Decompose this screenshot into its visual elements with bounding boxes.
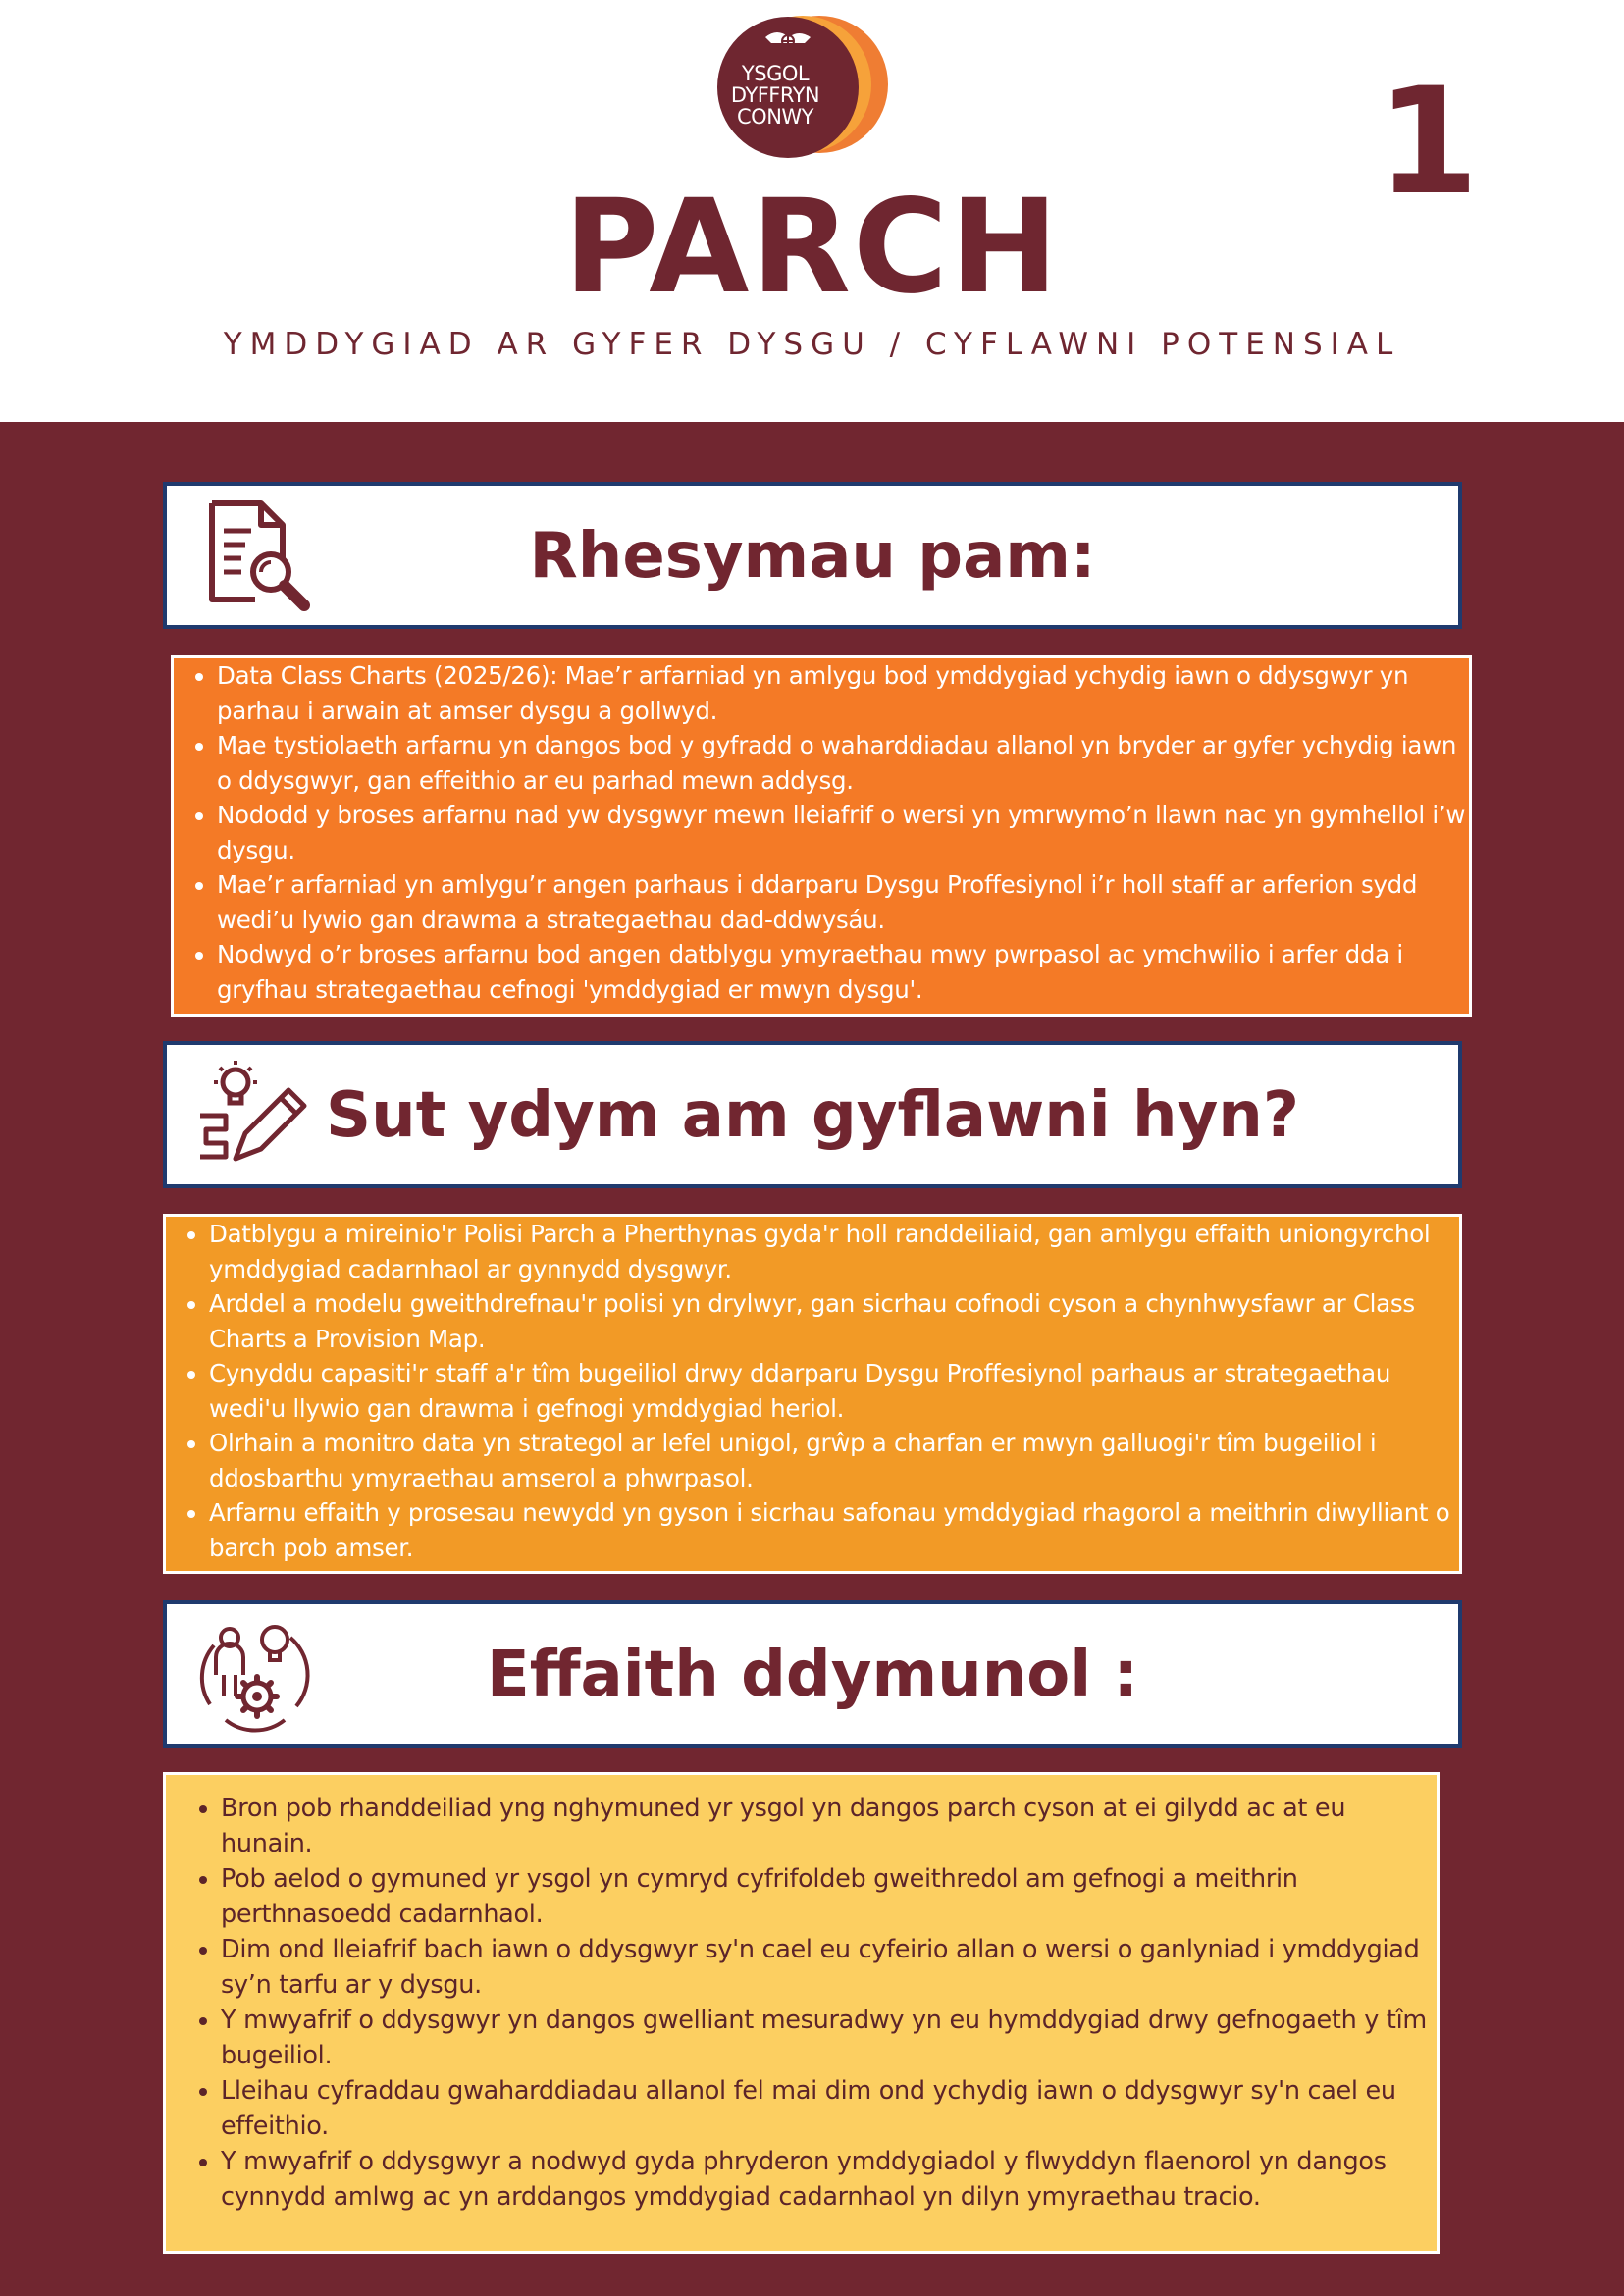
logo-line-1: YSGOL [741,62,810,85]
how-list-box [163,1214,1462,1574]
list-item: • Nodwyd o’r broses arfarnu bod angen datblygu ymyraethau mwy pwrpasol ac ymchwilio i arfer dda i gryfhau strategaethau cefnogi 'ymddygiad er mwyn dysgu'. [217,937,1467,1007]
list-item: • Olrhain a monitro data yn strategol ar lefel unigol, grŵp a charfan er mwyn galluogi'r tîm bugeiliol i ddosbarthu ymyraethau amserol a phwrpasol. [209,1426,1459,1495]
reasons-list-box [171,655,1472,1017]
page-title: PARCH [563,172,1061,323]
list-item: • Bron pob rhanddeiliad yng nghymuned yr ysgol yn dangos parch cyson at ei gilydd ac at eu hunain. [221,1791,1437,1861]
list-item: • Nododd y broses arfarnu nad yw dysgwyr mewn lleiafrif o wersi yn ymrwymo’n llawn nac yn gymhellol i’w dysgu. [217,798,1467,867]
section-heading-text: Rhesymau pam: [529,520,1096,593]
list-item: • Lleihau cyfraddau gwaharddiadau allanol fel mai dim ond ychydig iawn o ddysgwyr sy'n cael eu effeithio. [221,2073,1437,2144]
list-item: • Dim ond lleiafrif bach iawn o ddysgwyr sy'n cael eu cyfeirio allan o wersi o ganlyniad i ymddygiad sy’n tarfu ar y dysgu. [221,1932,1437,2003]
section-heading-how [163,1041,1462,1188]
list-item: • Pob aelod o gymuned yr ysgol yn cymryd cyfrifoldeb gweithredol am gefnogi a meithrin perthnasoedd cadarnhaol. [221,1861,1437,1932]
logo-line-3: CONWY [737,105,813,129]
impact-list [166,1791,1437,2215]
how-list [166,1217,1459,1565]
list-item: • Y mwyafrif o ddysgwyr a nodwyd gyda phryderon ymddygiadol y flwyddyn flaenorol yn dangos cynnydd amlwg ac yn arddangos ymddygiad cadarnhaol yn dilyn ymyraethau tracio. [221,2144,1437,2215]
section-heading-reasons [163,482,1462,629]
reasons-list [174,658,1467,1007]
list-item: • Mae tystiolaeth arfarnu yn dangos bod y gyfradd o waharddiadau allanol yn bryder ar gyfer ychydig iawn o ddysgwyr, gan effeithio ar eu parhad mewn addysg. [217,728,1467,798]
page-header [0,0,1624,422]
page-number: 1 [1376,57,1480,228]
list-item: • Mae’r arfarniad yn amlygu’r angen parhaus i ddarparu Dysgu Proffesiynol i’r holl staff ar arferion sydd wedi’u lywio gan drawma a strategaethau dad-ddwysáu. [217,867,1467,937]
list-item: • Data Class Charts (2025/26): Mae’r arfarniad yn amlygu bod ymddygiad ychydig iawn o ddysgwyr yn parhau i arwain at amser dysgu a gollwyd. [217,658,1467,728]
list-item: • Datblygu a mireinio'r Polisi Parch a Pherthynas gyda'r holl randdeiliaid, gan amlygu effaith uniongyrchol ymddygiad cadarnhaol ar gynnydd dysgwyr. [209,1217,1459,1286]
logo-line-2: DYFFRYN [730,83,820,107]
impact-list-box [163,1772,1440,2254]
list-item: • Cynyddu capasiti'r staff a'r tîm bugeiliol drwy ddarparu Dysgu Proffesiynol parhaus ar strategaethau wedi'u llywio gan drawma i gefnogi ymddygiad heriol. [209,1356,1459,1426]
section-heading-impact [163,1600,1462,1748]
section-heading-text: Sut ydym am gyflawni hyn? [326,1079,1299,1152]
list-item: • Y mwyafrif o ddysgwyr yn dangos gwelliant mesuradwy yn eu hymddygiad drwy gefnogaeth y tîm bugeiliol. [221,2003,1437,2073]
section-heading-text: Effaith ddymunol : [486,1639,1139,1711]
list-item: • Arfarnu effaith y prosesau newydd yn gyson i sicrhau safonau ymddygiad rhagorol a meithrin diwylliant o barch pob amser. [209,1495,1459,1565]
page-subtitle: YMDDYGIAD AR GYFER DYSGU / CYFLAWNI POTENSIAL [223,327,1401,362]
list-item: • Arddel a modelu gweithdrefnau'r polisi yn drylwyr, gan sicrhau cofnodi cyson a chynhwysfawr ar Class Charts a Provision Map. [209,1286,1459,1356]
logo-text [721,63,829,128]
